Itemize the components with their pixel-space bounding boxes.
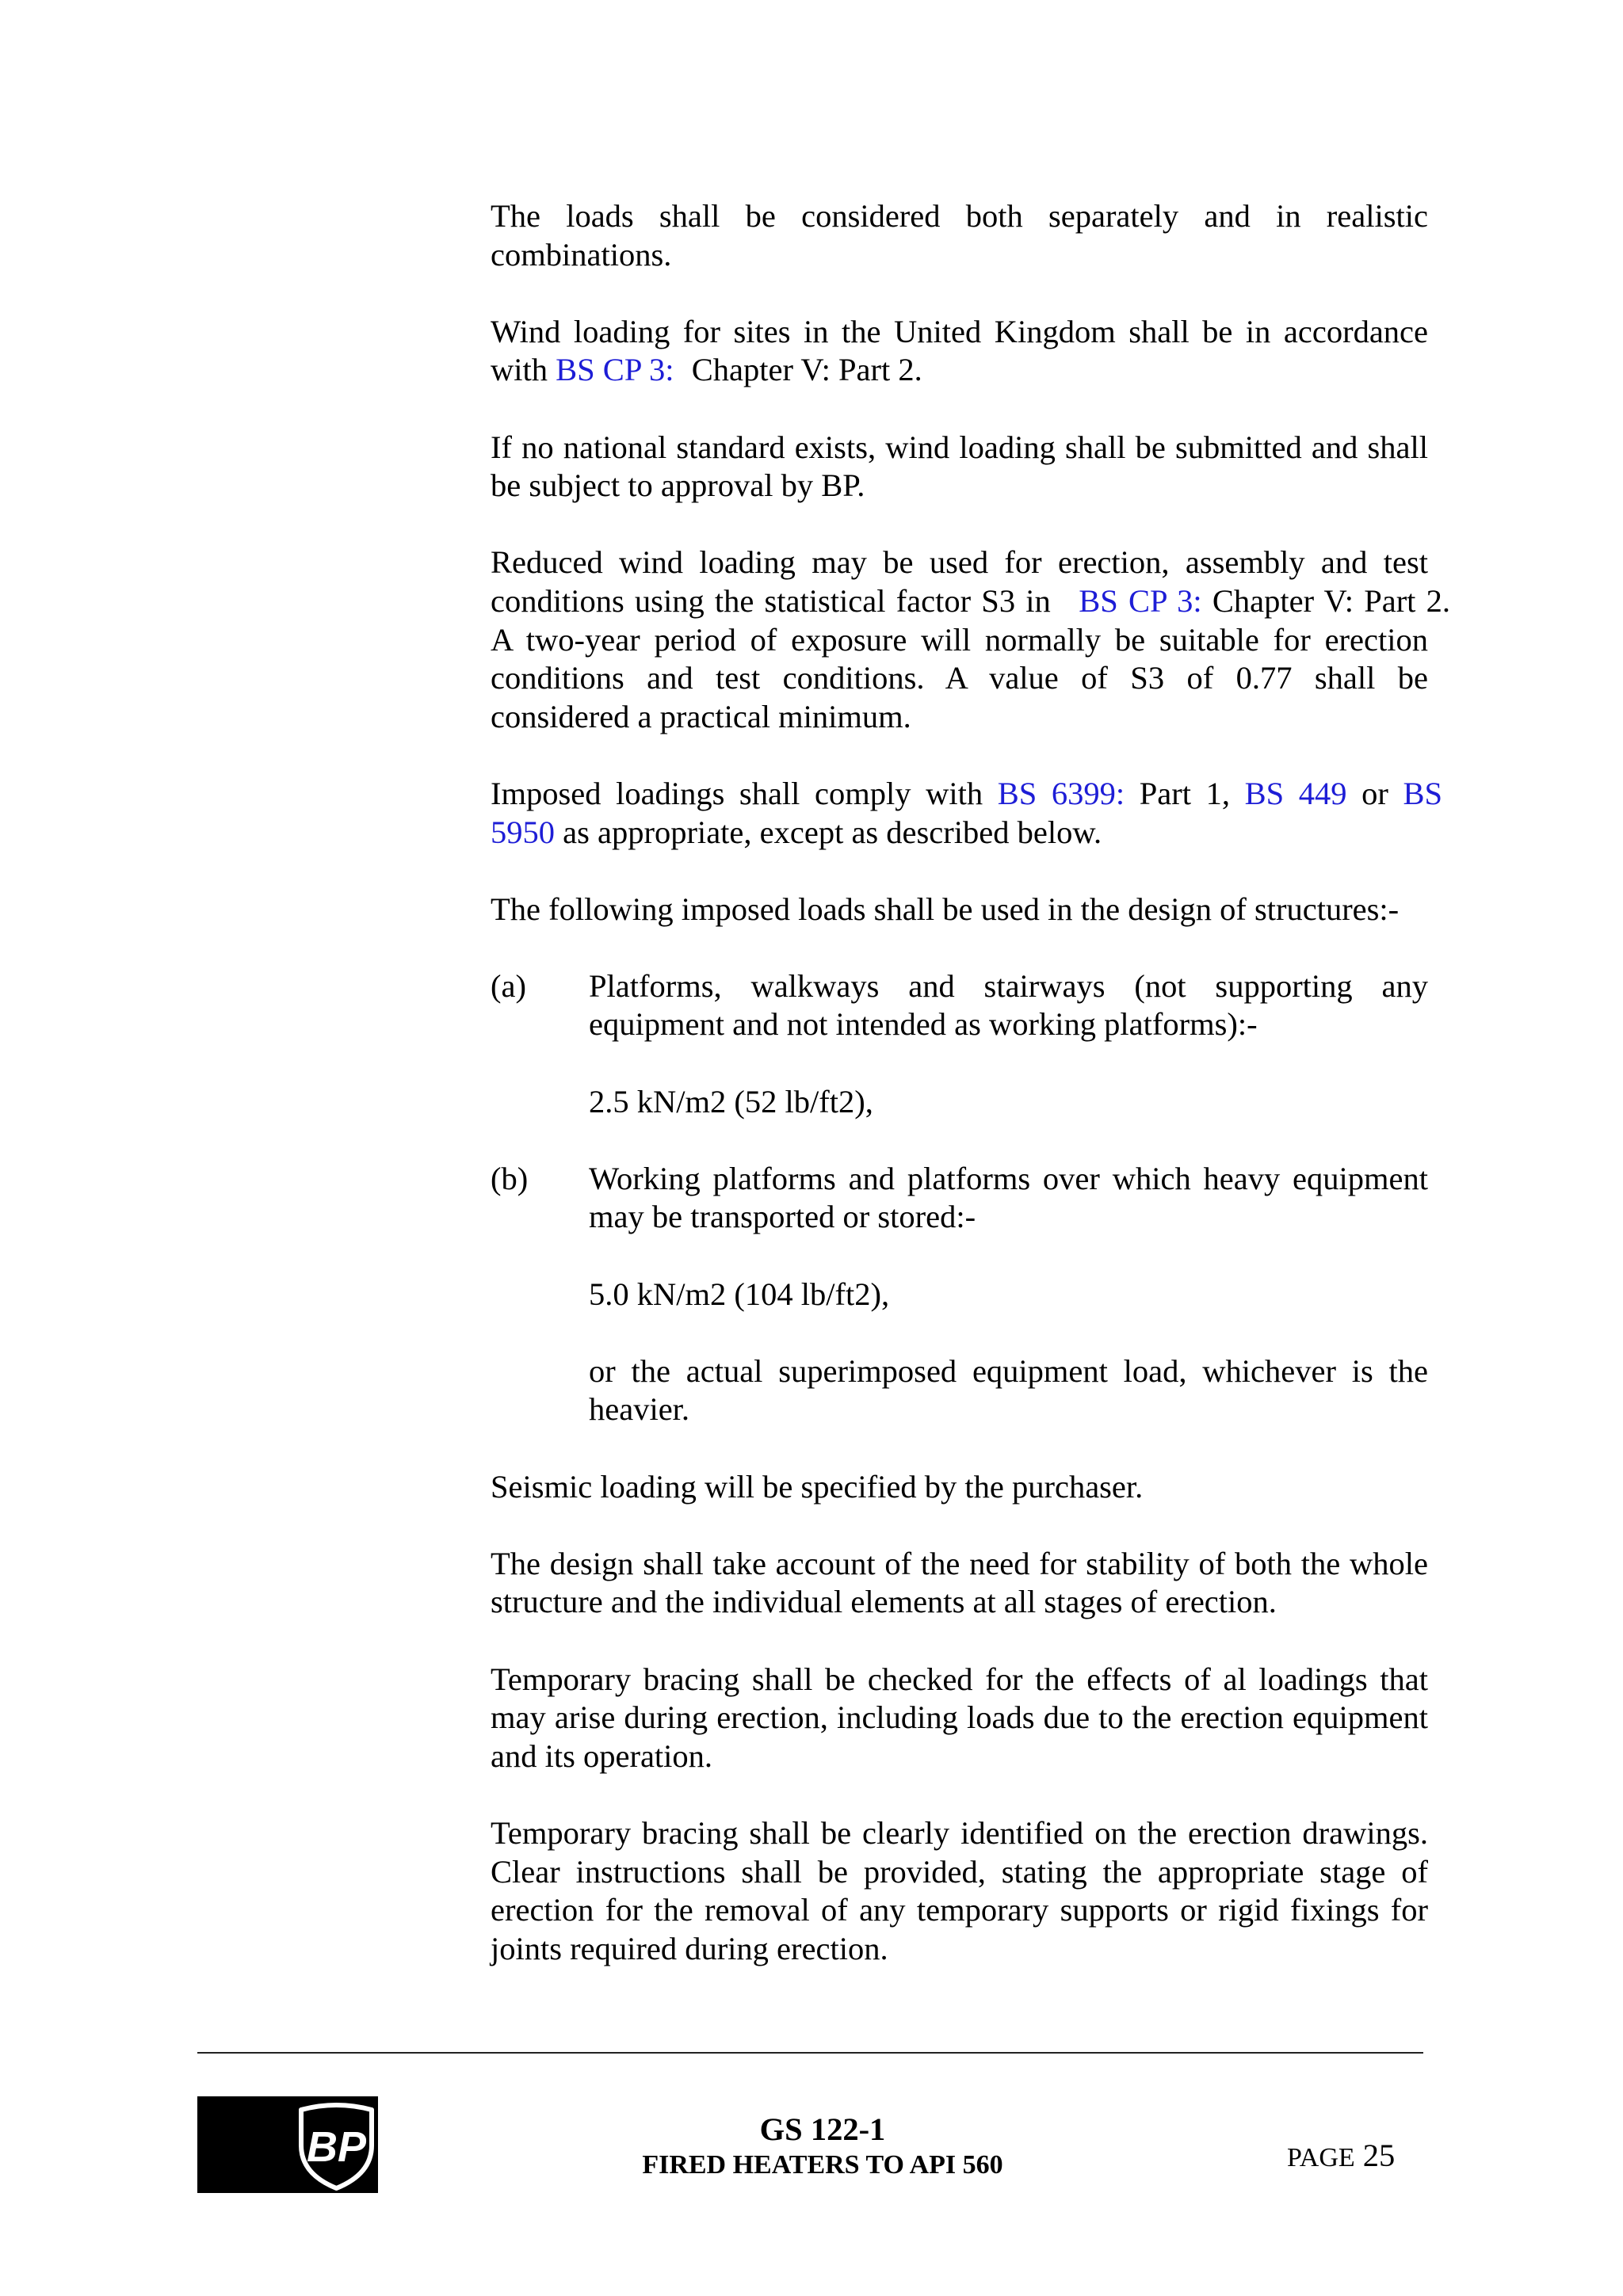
standard-reference-link[interactable]: BS 449 <box>1244 775 1347 811</box>
footer-divider <box>197 2052 1423 2054</box>
text-line: equipment and not intended as working platforms):- <box>589 1006 1258 1043</box>
text-line <box>491 775 1442 814</box>
text-line <box>491 351 1428 390</box>
text-line: The loads shall be considered both separately and in realistic <box>491 198 1428 234</box>
standard-reference-link[interactable]: BS 6399: <box>997 775 1125 811</box>
text-line: erection for the removal of any temporary supports or rigid fixings for <box>491 1892 1428 1928</box>
text-segment: Chapter V: Part 2. <box>1212 582 1450 619</box>
document-title: FIRED HEATERS TO API 560 <box>642 2150 1003 2180</box>
list-item-a <box>491 967 1428 1044</box>
text-line: Seismic loading will be specified by the purchaser. <box>491 1468 1144 1505</box>
standard-reference-link[interactable]: 5950 <box>491 814 555 850</box>
bp-logo <box>197 2096 378 2193</box>
text-line: Working platforms and platforms over which heavy equipment <box>589 1160 1428 1196</box>
logo-lettering: BP <box>306 2123 367 2171</box>
text-line: Wind loading for sites in the United Kingdom shall be in accordance <box>491 313 1428 349</box>
text-segment: as appropriate, except as described below. <box>563 814 1102 850</box>
page-number-block <box>1287 2140 1395 2175</box>
text-line: 5.0 kN/m2 (104 lb/ft2), <box>589 1276 890 1312</box>
text-line: be subject to approval by BP. <box>491 467 865 504</box>
standard-reference-link[interactable]: BS CP 3: <box>556 352 674 388</box>
list-item-text <box>589 1160 1428 1237</box>
text-line: considered a practical minimum. <box>491 698 911 734</box>
text-line: The following imposed loads shall be used in the design of structures:- <box>491 891 1400 927</box>
load-value-b <box>589 1276 1428 1314</box>
text-line: Platforms, walkways and stairways (not supporting any <box>589 967 1428 1004</box>
load-alternative-b <box>589 1352 1428 1429</box>
paragraph-reduced-wind-loading <box>491 543 1450 736</box>
load-value-a <box>589 1083 1428 1122</box>
text-line: Clear instructions shall be provided, stating the appropriate stage of <box>491 1853 1428 1890</box>
text-segment: with <box>491 352 548 388</box>
text-line: or the actual superimposed equipment load, whichever is the <box>589 1352 1428 1389</box>
text-line: A two-year period of exposure will normally be suitable for erection <box>491 621 1428 658</box>
page-number: 25 <box>1362 2138 1396 2173</box>
text-segment: Imposed loadings shall comply with <box>491 775 983 811</box>
paragraph-seismic <box>491 1468 1428 1507</box>
text-line: heavier. <box>589 1391 690 1428</box>
list-item-text <box>589 967 1428 1044</box>
paragraph-temporary-bracing-removal <box>491 1814 1428 1968</box>
text-line: joints required during erection. <box>491 1930 888 1966</box>
text-line: If no national standard exists, wind loading shall be submitted and shall <box>491 429 1428 465</box>
text-line: Reduced wind loading may be used for erection, assembly and test <box>491 544 1428 581</box>
text-line: may arise during erection, including loads due to the erection equipment <box>491 1699 1428 1736</box>
list-marker: (b) <box>491 1160 529 1196</box>
list-item-b <box>491 1160 1428 1237</box>
standard-reference-link[interactable]: BS <box>1403 775 1443 811</box>
text-line: Temporary bracing shall be clearly identified on the erection drawings. <box>491 1814 1428 1851</box>
document-code: GS 122-1 <box>759 2111 886 2147</box>
paragraph-imposed-loads-intro <box>491 891 1428 929</box>
text-line: The design shall take account of the need for stability of both the whole <box>491 1545 1428 1581</box>
paragraph-wind-no-standard <box>491 429 1428 505</box>
list-marker: (a) <box>491 967 526 1004</box>
paragraph-load-combinations <box>491 197 1428 274</box>
paragraph-wind-loading-uk <box>491 313 1428 390</box>
text-line: may be transported or stored:- <box>589 1199 976 1235</box>
text-line: combinations. <box>491 236 672 273</box>
text-line: structure and the individual elements at all stages of erection. <box>491 1584 1277 1620</box>
paragraph-stability <box>491 1545 1428 1622</box>
text-line: Temporary bracing shall be checked for the effects of al loadings that <box>491 1661 1428 1697</box>
body-text <box>491 197 1450 1968</box>
text-line: and its operation. <box>491 1737 713 1774</box>
text-segment: Chapter V: Part 2. <box>691 352 922 388</box>
paragraph-temporary-bracing-check <box>491 1661 1428 1776</box>
text-segment: conditions using the statistical factor S3 in <box>491 582 1051 619</box>
text-segment: or <box>1361 775 1388 811</box>
text-line: conditions and test conditions. A value of S3 of 0.77 shall be <box>491 660 1428 696</box>
text-line <box>491 814 1428 852</box>
text-line <box>491 582 1450 621</box>
standard-reference-link[interactable]: BS CP 3: <box>1079 582 1202 619</box>
paragraph-imposed-loading-standards <box>491 775 1443 852</box>
text-line: 2.5 kN/m2 (52 lb/ft2), <box>589 1083 873 1119</box>
text-segment: Part 1, <box>1139 775 1230 811</box>
page-label: PAGE <box>1287 2143 1355 2172</box>
